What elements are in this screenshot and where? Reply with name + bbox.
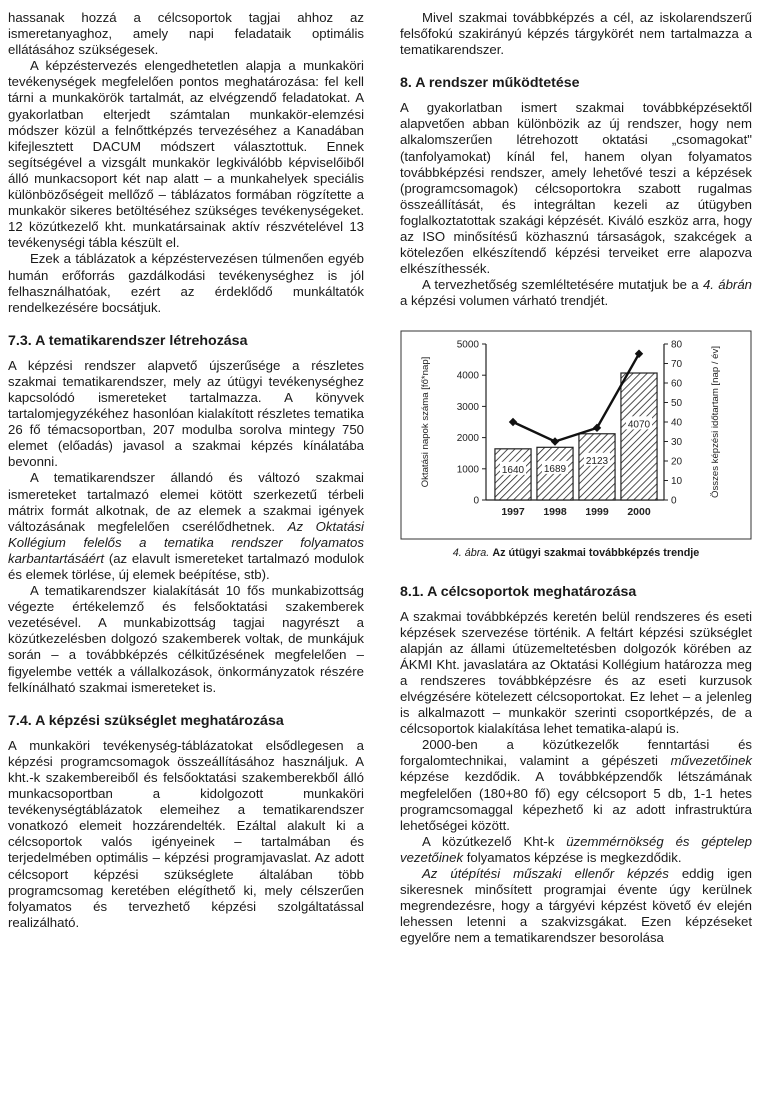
paragraph	[400, 866, 752, 946]
y2-tick-label: 10	[671, 475, 683, 487]
y-tick-label: 4000	[456, 370, 479, 382]
y2-tick-label: 50	[671, 397, 683, 409]
paragraph: A gyakorlatban ismert szakmai továbbképzésektől alapvetően abban különbözik az új rendszer, hogy nem alkalomszerűen létrehozott oktatási „csomagokat" (tanfolyamokat) kínál fel, hanem olyan folyamatos továbbképzési rendszer, amely lehetővé teszi a képzések (programcsomagok) célcsoportokra szabott rugalmas összeállítását, és integráltan kezeli az útügyben foglalkoztatottak szakági képzését. Kiváló eszköz arra, hogy az ISO minősítésű közhasznú társaságok, szakcégek a kötelezően elkészítendő képzési terveiket erre alapozva elkészíthessék.	[400, 100, 752, 277]
paragraph	[400, 277, 752, 309]
paragraph	[400, 737, 752, 834]
left-column	[8, 10, 364, 931]
y2-tick-label: 30	[671, 436, 683, 448]
caption-number: 4. ábra.	[452, 546, 490, 559]
section-heading-8-1: 8.1. A célcsoportok meghatározása	[400, 583, 637, 600]
paragraph-text: A tervezhetőség szemléltetésére mutatjuk be a	[422, 277, 703, 293]
x-tick-label: 2000	[627, 505, 651, 518]
paragraph: Mivel szakmai továbbképzés a cél, az iskolarendszerű felsőfokú szakirányú képzés tárgykörét nem tartalmazza a tematikarendszer.	[400, 10, 752, 58]
y-tick-label: 2000	[456, 432, 479, 444]
x-tick-label: 1997	[501, 505, 525, 518]
paragraph: A képzéstervezés elengedhetetlen alapja a munkaköri tevékenységek megfelelően pontos meghatározása: fel kell tárni a munkakörök tartalmát, az elvégzendő feladatokat. A gyakorlatban elterjedt számtalan munkakör-elemzési módszer közül a felnőttképzés tervezéséhez a Kanadában kifejlesztett DACUM módszert választottuk. Ennek segítségével a vizsgált munkakör legkiválóbb képviselőiből álló munkacsoport két nap alatt – a munkahelyek speciális különbözőségeit mellőző – táblázatos formában rögzítette a munkakör sikeres betöltéséhez szükséges tevékenységeket. 12 közútkezelő kht. munkatársainak aktív részvételével 13 tevékenységi tábla készült el.	[8, 58, 364, 251]
y2-tick-label: 0	[671, 495, 677, 506]
italic-text: 4. ábrán	[702, 277, 752, 293]
paragraph: A munkaköri tevékenység-táblázatokat elsődlegesen a képzési programcsomagok összeállításához használjuk. A kht.-k szakembereiből és felsőoktatási szakemberekből álló munkacsoportban a kidolgozott munkaköri tevékenységtáblázatok elemeihez a tematikarendszer vonatkozó elemeit hozzárendelték. Ezáltal alakult ki a célcsoportok valós igényeinek – tartalmában és terjedelmében optimális – képzési programjavaslat. Az adott célcsoport képzési szükséglete általában több programcsomag keretében elégíthető ki, mely célszerűen folyamatos és tervezhető képzési szolgáltatással realizálható.	[8, 737, 364, 930]
y-axis-label: Oktatási napok száma [fő*nap]	[420, 356, 431, 487]
paragraph-text: a képzési volumen várható trendjét.	[400, 293, 609, 309]
paragraph: A tematikarendszer kialakítását 10 fős munkabizottság végezte értékelemző és felsőoktatási szakemberek vezetésével. A munkabizottság tagjai nagyrészt a közútkezelésben dolgozó szakemberek voltak, de munkájuk során – a továbbképzés célkitűzésének megfelelően – figyelembe vették a vállalkozások, önkormányzatok részére felkínálható szakmai ismereteket is.	[8, 583, 364, 695]
paragraph: A képzési rendszer alapvető újszerűsége a részletes szakmai tematikarendszer, mely az útügyi tevékenységhez kapcsolódó ismereteket tartalmazza. A könyvek tartalomjegyzékéhez hasonlóan kialakított részletes tematika 26 fő témacsoportban, 207 modulba sorolva mintegy 750 elemet (előadás) javasol a szakmai képzés kínálatába bevonni.	[8, 357, 364, 470]
italic-text: üzemmérnökség és géptelep vezetőinek	[400, 833, 752, 865]
italic-text: Az Oktatási Kollégium felelős a tematika rendszer folyamatos karbantartásáért	[8, 518, 364, 566]
y-tick-label: 3000	[456, 401, 479, 413]
y2-tick-label: 80	[671, 339, 683, 350]
paragraph-text: folyamatos képzése is megkezdődik.	[463, 849, 682, 865]
y-tick-label: 5000	[456, 339, 479, 350]
bar-1999	[579, 433, 615, 499]
paragraph	[400, 834, 752, 866]
paragraph: hassanak hozzá a célcsoportok tagjai ahhoz az ismeretanyaghoz, amely napi feladataik optimális ellátásához szükségesek.	[8, 10, 364, 58]
x-tick-label: 1999	[585, 505, 609, 518]
section-heading-8: 8. A rendszer működtetése	[400, 75, 580, 92]
y2-axis-label: Összes képzési időtartam [nap / év]	[710, 345, 721, 498]
paragraph-text: A közútkezelő Kht-k	[422, 833, 567, 849]
y2-tick-label: 20	[671, 456, 683, 467]
right-column	[400, 10, 752, 946]
bar-data-label: 2123	[585, 455, 609, 467]
paragraph-text: eddig igen sikeresnek minősített programjai évente úgy kerülnek megrendezésre, hogy a tárgyévi képzést követő év elején lehessen letenni a szakvizsgákat. Ezen képzéseket egyelőre nem a tematikarendszer besorolása	[400, 866, 752, 946]
x-tick-label: 1998	[543, 505, 567, 518]
figure-caption	[400, 546, 752, 560]
bar-2000	[621, 373, 657, 500]
y-tick-label: 1000	[456, 463, 479, 475]
paragraph: A szakmai továbbképzés keretén belül rendszeres és eseti képzések szervezése történik. A feltárt képzési szükséglet alapján az állami útüzemeltetésben dolgozók körében az ÁKMI Kht. javaslatára az Oktatási Kollégium határozza meg a rendszeres továbbképzésre és az eseti kurzusok elvégzésére kötelezett célcsoportokat. Ez lehet – a jelenleg is alkalmazott – munkakör szerinti csoportképzés, de a célcsoportok kialakítása lehet tematika-alapú is.	[400, 608, 752, 737]
bar-data-label: 1640	[501, 464, 525, 476]
trend-chart	[400, 330, 752, 540]
y2-tick-label: 40	[671, 417, 683, 428]
paragraph-text: A tematikarendszer állandó és változó szakmai ismereteket tartalmazó elemei kötött szerkezetű térbeli mátrix formát alkotnak, de az elemek a szakmai igények változásának megfelelően cserélődhetnek.	[8, 470, 364, 534]
paragraph-text: 2000-ben a közútkezelők fenntartási és forgalomtechnikai, valamint a gépészeti	[400, 737, 752, 769]
bar-data-label: 4070	[627, 418, 651, 430]
y2-tick-label: 60	[671, 378, 683, 389]
section-heading-7-3: 7.3. A tematikarendszer létrehozása	[8, 332, 248, 349]
figure	[400, 330, 752, 560]
section-heading-7-4: 7.4. A képzési szükséglet meghatározása	[8, 712, 284, 729]
bar-data-label: 1689	[543, 463, 567, 475]
paragraph	[8, 470, 364, 583]
y-tick-label: 0	[473, 495, 479, 506]
italic-text: művezetőinek	[670, 753, 752, 769]
caption-text: Az útügyi szakmai továbbképzés trendje	[492, 546, 700, 559]
y2-tick-label: 70	[671, 358, 683, 370]
italic-text: Az útépítési műszaki ellenőr képzés	[422, 866, 669, 881]
paragraph-text: (az elavult ismereteket tartalmazó modulok és elemek törlése, új elemek beépítése, stb).	[8, 550, 364, 582]
paragraph-text: képzése kezdődik. A továbbképzendők létszámának megfelelően (180+80 fő) egy célcsoport 5 db, 1-1 hetes programcsomaggal képezhető ki az adott infrastruktúra lehetőségei között.	[400, 769, 752, 833]
paragraph: Ezek a táblázatok a képzéstervezésen túlmenően egyéb humán erőforrás gazdálkodási tevékenységhez is jól felhasználhatóak, ezért az érdeklődő munkáltatók rendelkezésére bocsátjuk.	[8, 251, 364, 315]
